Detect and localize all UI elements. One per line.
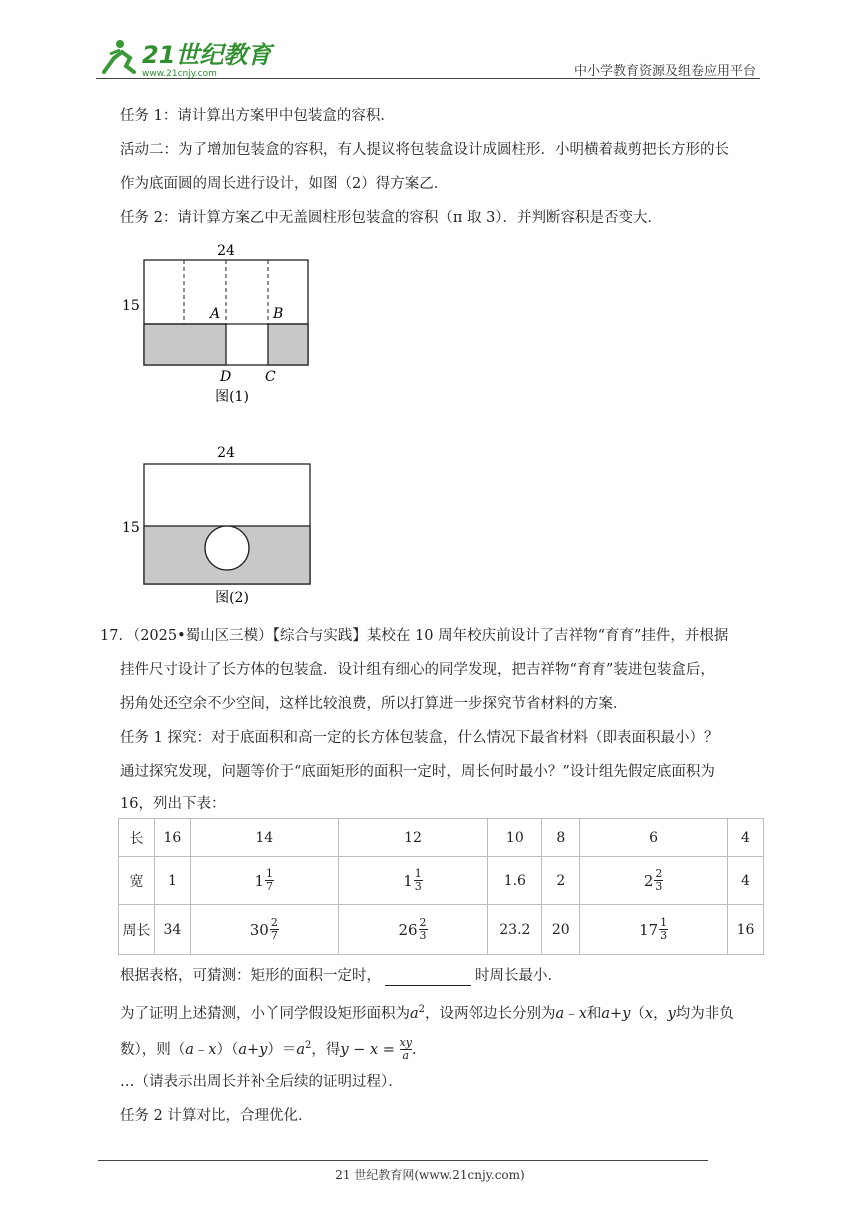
cell: 4: [728, 857, 764, 905]
fig1-caption: 图(1): [215, 389, 249, 405]
proof-line-1: 为了证明上述猜测，小丫同学假设矩形面积为$a^2$，设两邻边长分别为a﹣x和a+y（x，y均为非负: [120, 1004, 734, 1022]
conjecture-line: 根据表格，可猜测：矩形的面积一定时， 时周长最小．: [120, 968, 562, 984]
q17-line-3: 拐角处还空余不少空间，这样比较浪费，所以打算进一步探究节省材料的方案．: [120, 696, 628, 712]
fig1-point-c: C: [265, 369, 276, 385]
activity2-line-2: 作为底面圆的周长进行设计，如图（2）得方案乙．: [120, 176, 449, 192]
cell: 12: [338, 819, 488, 857]
cell: 26 2 3: [338, 905, 488, 955]
row-label: 周长: [119, 905, 155, 955]
cell: 16: [728, 905, 764, 955]
cell: 30 2 7: [190, 905, 338, 955]
fig1-top-label: 24: [217, 243, 235, 259]
fig2-side-label: 15: [122, 520, 140, 536]
cell: 2 2 3: [580, 857, 728, 905]
dimension-table: [118, 818, 764, 955]
cell: 34: [154, 905, 190, 955]
cell: 16: [154, 819, 190, 857]
row-length: [119, 819, 764, 857]
cell: 1 1 3: [338, 857, 488, 905]
cell: 4: [728, 819, 764, 857]
fig1-point-a: A: [210, 306, 221, 322]
task1-line: 任务 1：请计算出方案甲中包装盒的容积．: [120, 108, 395, 124]
row-perimeter: [119, 905, 764, 955]
cell: 1 1 7: [190, 857, 338, 905]
cell: 2: [542, 857, 580, 905]
fig2-circle: [205, 526, 249, 570]
logo-url: www.21cnjy.com: [142, 69, 217, 79]
q17-line-5: 通过探究发现，问题等价于“底面矩形的面积一定时，周长何时最小？”设计组先假定底面积为: [120, 764, 715, 780]
row-label: 宽: [119, 857, 155, 905]
q17-line-2: 挂件尺寸设计了长方体的包装盒．设计组有细心的同学发现，把吉祥物“育育”装进包装盒后，: [120, 662, 715, 678]
fig1-shaded-left: [144, 324, 226, 365]
header-platform-name: 中小学教育资源及组卷应用平台: [573, 64, 756, 79]
cell: 1.6: [488, 857, 542, 905]
row-label: 长: [119, 819, 155, 857]
cell: 10: [488, 819, 542, 857]
task2-line: 任务 2：请计算方案乙中无盖圆柱形包装盒的容积（π 取 3）．并判断容积是否变大．: [120, 210, 663, 226]
site-logo: [96, 36, 272, 80]
fig1-point-d: D: [220, 369, 232, 385]
cell: 17 1 3: [580, 905, 728, 955]
q17-line-4: 任务 1 探究：对于底面积和高一定的长方体包装盒，什么情况下最省材料（即表面积最小）？: [120, 730, 719, 746]
cell: 1: [154, 857, 190, 905]
task2-optimize-line: 任务 2 计算对比，合理优化．: [120, 1108, 313, 1124]
activity2-line-1: 活动二：为了增加包装盒的容积，有人提议将包装盒设计成圆柱形．小明横着裁剪把长方形的长: [120, 142, 729, 158]
figure-2: [120, 440, 320, 610]
cell: 14: [190, 819, 338, 857]
figure-1: [120, 240, 320, 410]
cell: 6: [580, 819, 728, 857]
fig2-top-label: 24: [217, 445, 235, 461]
fig1-point-b: B: [273, 306, 284, 322]
q17-line-1: 17．（2025•蜀山区三模）【综合与实践】某校在 10 周年校庆前设计了吉祥物“育育”挂件，并根据: [100, 628, 729, 644]
proof-line-3: …（请表示出周长并补全后续的证明过程）．: [120, 1074, 403, 1090]
cell: 8: [542, 819, 580, 857]
cell: 20: [542, 905, 580, 955]
header-divider: [96, 78, 760, 79]
fig2-caption: 图(2): [215, 590, 249, 606]
q17-line-6: 16，列出下表：: [120, 796, 226, 812]
footer-divider: [98, 1160, 708, 1161]
cell: 23.2: [488, 905, 542, 955]
logo-text: 21世纪教育: [142, 41, 272, 69]
footer-text: 21 世纪教育网(www.21cnjy.com): [335, 1168, 525, 1182]
fig1-shaded-right: [268, 324, 308, 365]
proof-line-2: 数），则$(a﹣x)(a+y)=a^2$，得y − x = $\frac{xy}{a}$ .: [120, 1036, 417, 1063]
answer-blank[interactable]: [385, 971, 471, 986]
row-width: [119, 857, 764, 905]
fig1-side-label: 15: [122, 298, 140, 314]
